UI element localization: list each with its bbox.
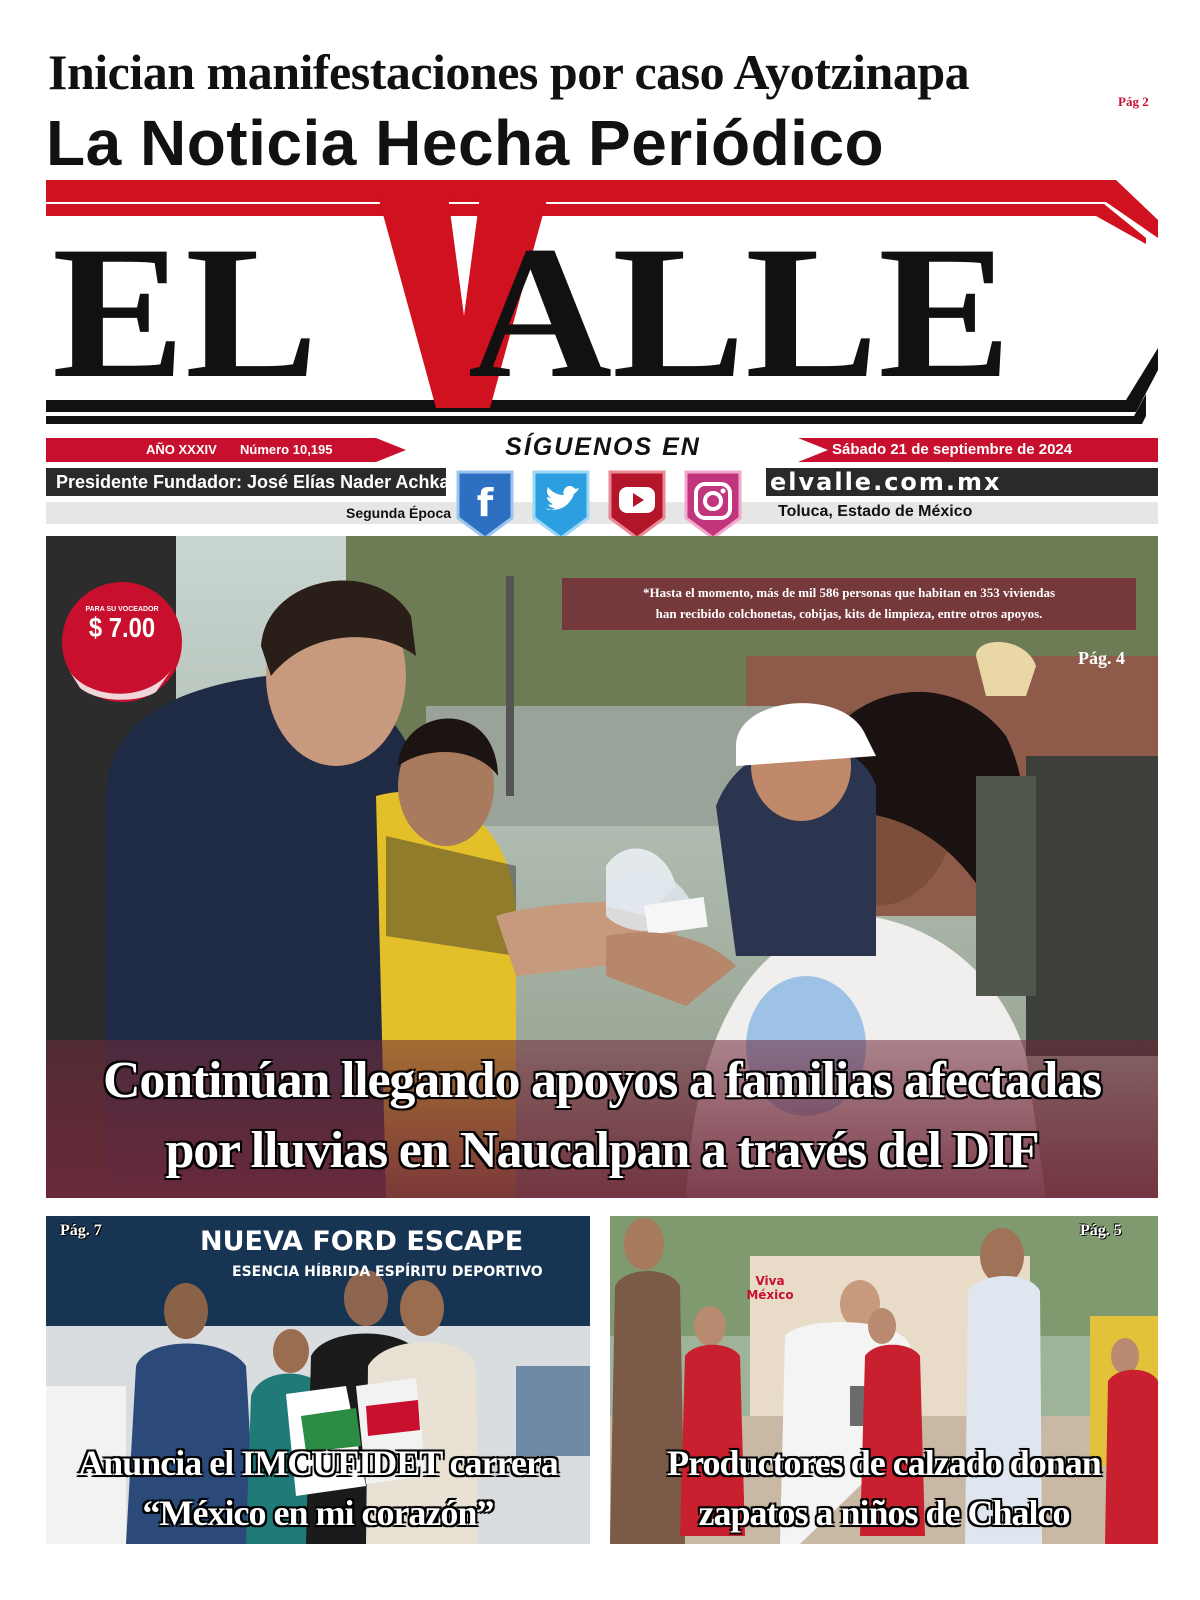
epoch-label: Segunda Época <box>346 505 452 521</box>
price-label: PARA SU VOCEADOR <box>85 606 159 613</box>
website-link[interactable]: elvalle.com.mx <box>770 468 1002 496</box>
follow-us-label: SÍGUENOS EN <box>505 433 701 461</box>
story-right-headline-line2: zapatos a niños de Chalco <box>698 1493 1070 1533</box>
year-label: AÑO XXXIV <box>146 442 217 457</box>
story-left-headline-line1: Anuncia el IMCUFIDET carrera <box>78 1443 558 1483</box>
ford-banner-subtitle: ESENCIA HÍBRIDA ESPÍRITU DEPORTIVO <box>232 1264 543 1280</box>
hero-caption-line2: han recibido colchonetas, cobijas, kits de limpieza, entre otros apoyos. <box>655 606 1043 621</box>
top-headline-page-ref: Pág 2 <box>1118 94 1149 109</box>
masthead-alle: ALLE <box>468 208 1012 418</box>
hero-headline-line2: por lluvias en Naucalpan a través del DIF <box>165 1122 1039 1179</box>
facebook-icon[interactable] <box>454 470 516 540</box>
subinfo-bar <box>46 502 1158 524</box>
story-left-page-ref: Pág. 7 <box>60 1222 102 1239</box>
youtube-icon[interactable] <box>606 470 668 540</box>
masthead-el: EL <box>52 208 319 418</box>
story-right-headline-line1: Productores de calzado donan <box>667 1443 1101 1483</box>
issue-number: Número 10,195 <box>240 442 333 457</box>
svg-text:f: f <box>476 481 494 525</box>
story-right-headline[interactable] <box>610 1438 1158 1538</box>
hero-caption <box>566 582 1132 624</box>
story-left-headline[interactable] <box>46 1438 590 1538</box>
founder-text: Presidente Fundador: José Elías Nader Achkar <box>56 472 457 492</box>
story-left-headline-line2: “México en mi corazón” <box>142 1493 494 1533</box>
issue-date: Sábado 21 de septiembre de 2024 <box>832 441 1073 458</box>
price-value: $ 7.00 <box>88 612 156 643</box>
hero-caption-line1: *Hasta el momento, más de mil 586 personas que habitan en 353 viviendas <box>642 585 1056 600</box>
instagram-icon[interactable] <box>682 470 744 540</box>
story-right-page-ref: Pág. 5 <box>1080 1222 1122 1239</box>
hero-page-ref: Pág. 4 <box>1078 648 1125 668</box>
slogan: La Noticia Hecha Periódico <box>46 107 885 179</box>
top-headline[interactable]: Inician manifestaciones por caso Ayotzinapa <box>48 44 970 100</box>
hero-headline[interactable] <box>46 1046 1158 1186</box>
viva-mexico-sign: Viva México <box>746 1274 794 1302</box>
city-label: Toluca, Estado de México <box>778 503 973 520</box>
twitter-icon[interactable] <box>530 470 592 540</box>
hero-headline-line1: Continúan llegando apoyos a familias afectadas <box>103 1052 1101 1109</box>
ford-banner-title: NUEVA FORD ESCAPE <box>200 1226 524 1257</box>
